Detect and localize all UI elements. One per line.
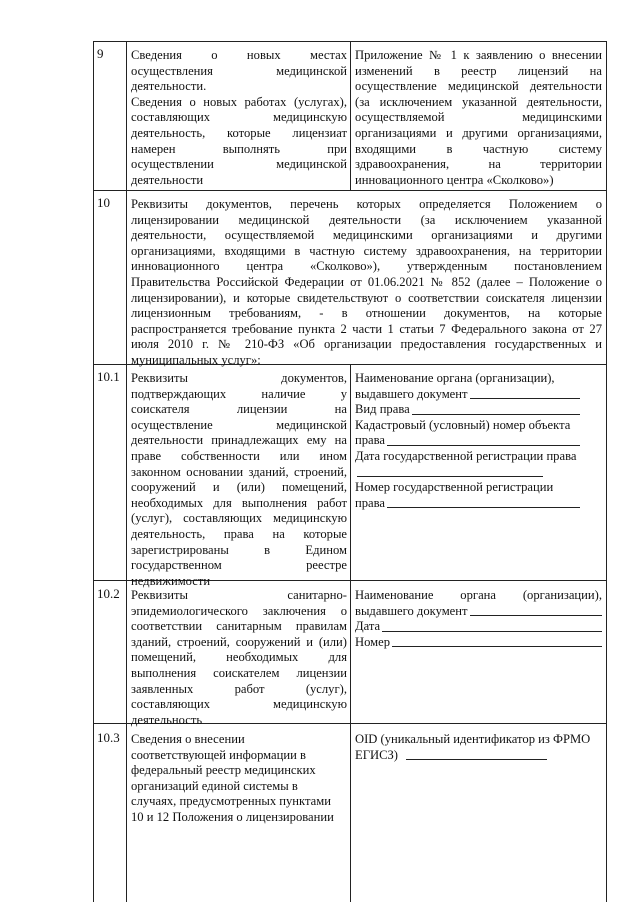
text-line: эпидемиологического заключения о [131, 603, 347, 618]
blank-line [387, 445, 580, 446]
text-line: соответствующей информации в [131, 747, 306, 762]
text-line: Кадастровый (условный) номер объекта [355, 417, 571, 432]
issuer-fill-line [355, 604, 602, 620]
text-line: Сведения о новых местах [131, 48, 347, 62]
field-label: выдавшего документ [355, 603, 468, 618]
text-line: Приложение № 1 к заявлению о внесении [355, 48, 602, 62]
row-divider-9-10 [93, 190, 606, 191]
row-10-1-number: 10.1 [97, 369, 120, 384]
row-10-1-value [355, 371, 580, 511]
date-fill-line [355, 619, 602, 635]
field-label: Вид права [355, 402, 410, 417]
blank-line [357, 476, 543, 477]
field-label: права [355, 495, 385, 510]
blank-line [392, 646, 602, 647]
blank-line [406, 759, 547, 760]
oid-fill-line [355, 748, 547, 764]
text-line: июля 2010 г. № 210-ФЗ «Об организации предоставления государственных и [131, 337, 602, 352]
blank-line [470, 615, 602, 616]
text-line: сооружений и (или) помещений, [131, 480, 347, 495]
number-fill-line [355, 635, 602, 651]
text-line: зданий, строений, сооружений и (или) [131, 634, 347, 649]
text-line: деятельности принадлежащих ему на [131, 433, 347, 448]
text-line: входящими в частную систему [355, 141, 602, 156]
text-line: лицензионным требованиям, - в отношении документов, на которые [131, 306, 602, 321]
text-line: осуществлении медицинской [131, 157, 347, 172]
table-border-left [93, 41, 94, 902]
text-line: лицензировании медицинской деятельности (за исключением указанной [131, 212, 602, 227]
number-column-divider [126, 41, 127, 902]
text-line: Реквизиты документов, [131, 371, 347, 385]
text-line: (услуг), составляющих медицинскую [131, 511, 347, 526]
row-9-number: 9 [97, 46, 104, 61]
text-line: составляющих медицинскую [131, 110, 347, 125]
text-line: помещений, необходимых для [131, 650, 347, 665]
text-line: OID (уникальный идентификатор из ФРМО [355, 732, 591, 746]
text-line: Наименование органа (организации), [355, 371, 555, 385]
row-10-description [131, 197, 602, 369]
text-line: Сведения о внесении [131, 732, 245, 746]
field-label: Номер [355, 634, 391, 649]
text-line: деятельности, осуществляемой медицинскими организациями и другими [131, 228, 602, 243]
registration-number-fill-line [355, 496, 580, 512]
text-line: намерен выполнять при [131, 141, 347, 156]
text-line: соискателя лицензии на [131, 402, 347, 417]
text-line: муниципальных услуг»: [131, 352, 261, 367]
text-line: инновационного центра «Сколково») [355, 172, 554, 187]
row-10-number: 10 [97, 195, 110, 210]
field-label: права [355, 433, 385, 448]
text-line: составляющих медицинскую [131, 697, 347, 712]
text-line: 10 и 12 Положения о лицензировании [131, 809, 334, 824]
text-line: деятельность [131, 712, 203, 727]
blank-line [470, 398, 580, 399]
blank-line [387, 507, 580, 508]
row-10-1-description [131, 371, 347, 589]
text-line: Реквизиты документов, перечень которых определяется Положением о [131, 197, 602, 211]
row-10-2-number: 10.2 [97, 586, 120, 601]
row-9-value [355, 48, 602, 188]
text-line: случаях, предусмотренных пунктами [131, 794, 331, 809]
text-line: изменений в реестр лицензий на [355, 63, 602, 78]
text-line: инновационного центра «Сколково»), утвержденным постановлением [131, 259, 602, 274]
row-10-3-value [355, 732, 602, 763]
text-line: организациями, входящими в частную систему здравоохранения, на территории [131, 243, 602, 258]
text-line: осуществление медицинской деятельности [355, 79, 602, 94]
registration-date-fill-line [355, 465, 543, 481]
text-line: зарегистрированы в Едином [131, 542, 347, 557]
text-line: праве собственности или ином [131, 448, 347, 463]
text-line: выполнения соискателем лицензии [131, 665, 347, 680]
right-type-fill-line [355, 402, 580, 418]
text-line: организациями и другими организациями, [355, 125, 602, 140]
field-label: ЕГИСЗ) [355, 747, 398, 762]
text-line: лицензировании), и которые свидетельствуют о соответствии соискателя лицензии [131, 290, 602, 305]
text-line: деятельность, которые лицензиат [131, 125, 347, 140]
cadastral-fill-line [355, 433, 580, 449]
row-10-3-number: 10.3 [97, 730, 120, 745]
text-line: Реквизиты санитарно- [131, 588, 347, 602]
row-10-2-value [355, 588, 602, 650]
text-line: законном основании зданий, строений, [131, 464, 347, 479]
text-line: Наименование органа (организации), [355, 588, 602, 602]
text-line: Сведения о новых работах (услугах), [131, 94, 347, 109]
table-border-right [606, 41, 607, 902]
text-line: Дата государственной регистрации права [355, 448, 577, 463]
issuer-fill-line [355, 387, 580, 403]
mid-divider-row9 [350, 41, 351, 190]
text-line: необходимых для выполнения работ [131, 495, 347, 510]
text-line: деятельность, права на которые [131, 526, 347, 541]
field-label: выдавшего документ [355, 386, 468, 401]
row-9-description [131, 48, 347, 188]
mid-divider-rows-101-103 [350, 364, 351, 902]
text-line: деятельности. [131, 79, 207, 94]
text-line: Правительства Российской Федерации от 01.06.2021 № 852 (далее – Положение о [131, 274, 602, 289]
text-line: государственном реестре [131, 558, 347, 573]
blank-line [412, 414, 580, 415]
text-line: осуществления медицинской [131, 63, 347, 78]
text-line: подтверждающих наличие у [131, 386, 347, 401]
row-10-3-description [131, 732, 347, 826]
text-line: Номер государственной регистрации [355, 480, 554, 495]
text-line: организаций единой системы в [131, 778, 298, 793]
text-line: деятельности [131, 172, 204, 187]
text-line: федеральный реестр медицинских [131, 763, 316, 778]
text-line: (за исключением указанной деятельности, [355, 94, 602, 109]
text-line: недвижимости [131, 573, 211, 588]
row-10-2-description [131, 588, 347, 728]
text-line: заявленных работ (услуг), [131, 681, 347, 696]
text-line: соответствии санитарным правилам [131, 619, 347, 634]
text-line: осуществление медицинской [131, 417, 347, 432]
text-line: распространяется требование пункта 2 части 1 статьи 7 Федерального закона от 27 [131, 321, 602, 336]
blank-line [382, 631, 602, 632]
field-label: Дата [355, 619, 381, 634]
text-line: осуществляемой медицинскими [355, 110, 602, 125]
text-line: здравоохранения, на территории [355, 157, 602, 172]
